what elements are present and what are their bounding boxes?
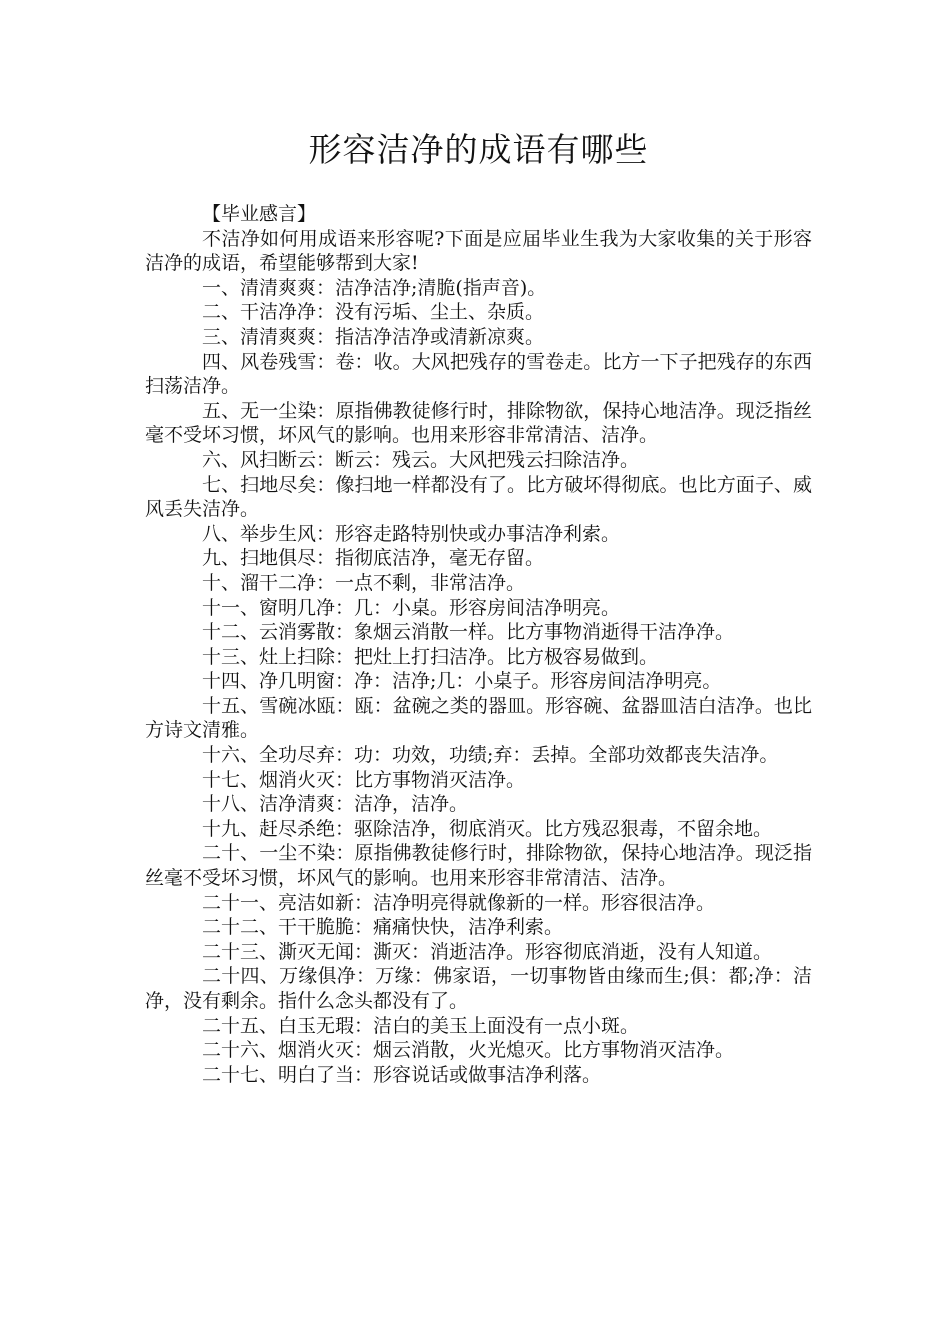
idiom-item: 二十七、明白了当：形容说话或做事洁净利落。 [202, 1063, 602, 1086]
idiom-item: 十五、雪碗冰瓯：瓯：盆碗之类的器皿。形容碗、盆器皿洁白洁净。也比方诗文清雅。 [145, 694, 812, 742]
idiom-item: 十六、全功尽弃：功：功效，功绩;弃：丢掉。全部功效都丧失洁净。 [202, 744, 779, 767]
idiom-item: 十二、云消雾散：象烟云消散一样。比方事物消逝得干洁净净。 [202, 621, 735, 644]
idiom-item: 十三、灶上扫除：把灶上打扫洁净。比方极容易做到。 [202, 645, 659, 668]
idiom-item: 十一、窗明几净：几：小桌。形容房间洁净明亮。 [202, 596, 621, 619]
idiom-item: 二、干洁净净：没有污垢、尘土、杂质。 [202, 301, 545, 324]
document-page [145, 128, 812, 1087]
document-title: 形容洁净的成语有哪些 [308, 130, 649, 169]
idiom-item: 二十一、亮洁如新：洁净明亮得就像新的一样。形容很洁净。 [202, 891, 716, 914]
intro-paragraph: 不洁净如何用成语来形容呢?下面是应届毕业生我为大家收集的关于形容洁净的成语，希望能够帮到大家! [145, 227, 812, 275]
idiom-item: 三、清清爽爽：指洁净洁净或清新凉爽。 [202, 325, 545, 348]
idiom-item: 二十四、万缘俱净：万缘：佛家语，一切事物皆由缘而生;俱：都;净：洁净，没有剩余。指什么念头都没有了。 [145, 965, 812, 1012]
idiom-item: 二十六、烟消火灭：烟云消散，火光熄灭。比方事物消灭洁净。 [202, 1039, 735, 1062]
idiom-item: 二十二、干干脆脆：痛痛快快，洁净利索。 [202, 916, 564, 939]
idiom-item: 二十、一尘不染：原指佛教徒修行时，排除物欲，保持心地洁净。现泛指丝毫不受坏习惯，坏风气的影响。也用来形容非常清洁、洁净。 [145, 842, 812, 890]
idiom-item: 十、溜干二净：一点不剩，非常洁净。 [202, 571, 526, 594]
idiom-item: 十八、洁净清爽：洁净，洁净。 [202, 793, 469, 816]
idiom-item: 十四、净几明窗：净：洁净;几：小桌子。形容房间洁净明亮。 [202, 670, 722, 693]
idiom-item: 七、扫地尽矣：像扫地一样都没有了。比方破坏得彻底。也比方面子、威风丢失洁净。 [145, 473, 812, 521]
idiom-item: 六、风扫断云：断云：残云。大风把残云扫除洁净。 [202, 448, 640, 471]
idiom-item: 五、无一尘染：原指佛教徒修行时，排除物欲，保持心地洁净。现泛指丝毫不受坏习惯，坏风气的影响。也用来形容非常清洁、洁净。 [145, 399, 812, 447]
section-label: 【毕业感言】 [202, 203, 317, 225]
idiom-item: 一、清清爽爽：洁净洁净;清脆(指声音)。 [202, 276, 547, 299]
idiom-item: 八、举步生风：形容走路特别快或办事洁净利索。 [202, 522, 621, 545]
idiom-item: 十九、赶尽杀绝：驱除洁净，彻底消灭。比方残忍狠毒，不留余地。 [202, 817, 773, 840]
document-body [145, 202, 812, 1087]
idiom-item: 二十三、澌灭无闻：澌灭：消逝洁净。形容彻底消逝，没有人知道。 [202, 940, 773, 963]
idiom-item: 二十五、白玉无瑕：洁白的美玉上面没有一点小斑。 [202, 1014, 640, 1037]
idiom-item: 四、风卷残雪：卷：收。大风把残存的雪卷走。比方一下子把残存的东西扫荡洁净。 [145, 350, 812, 398]
idiom-item: 十七、烟消火灭：比方事物消灭洁净。 [202, 768, 526, 791]
idiom-item: 九、扫地俱尽：指彻底洁净，毫无存留。 [202, 547, 545, 570]
